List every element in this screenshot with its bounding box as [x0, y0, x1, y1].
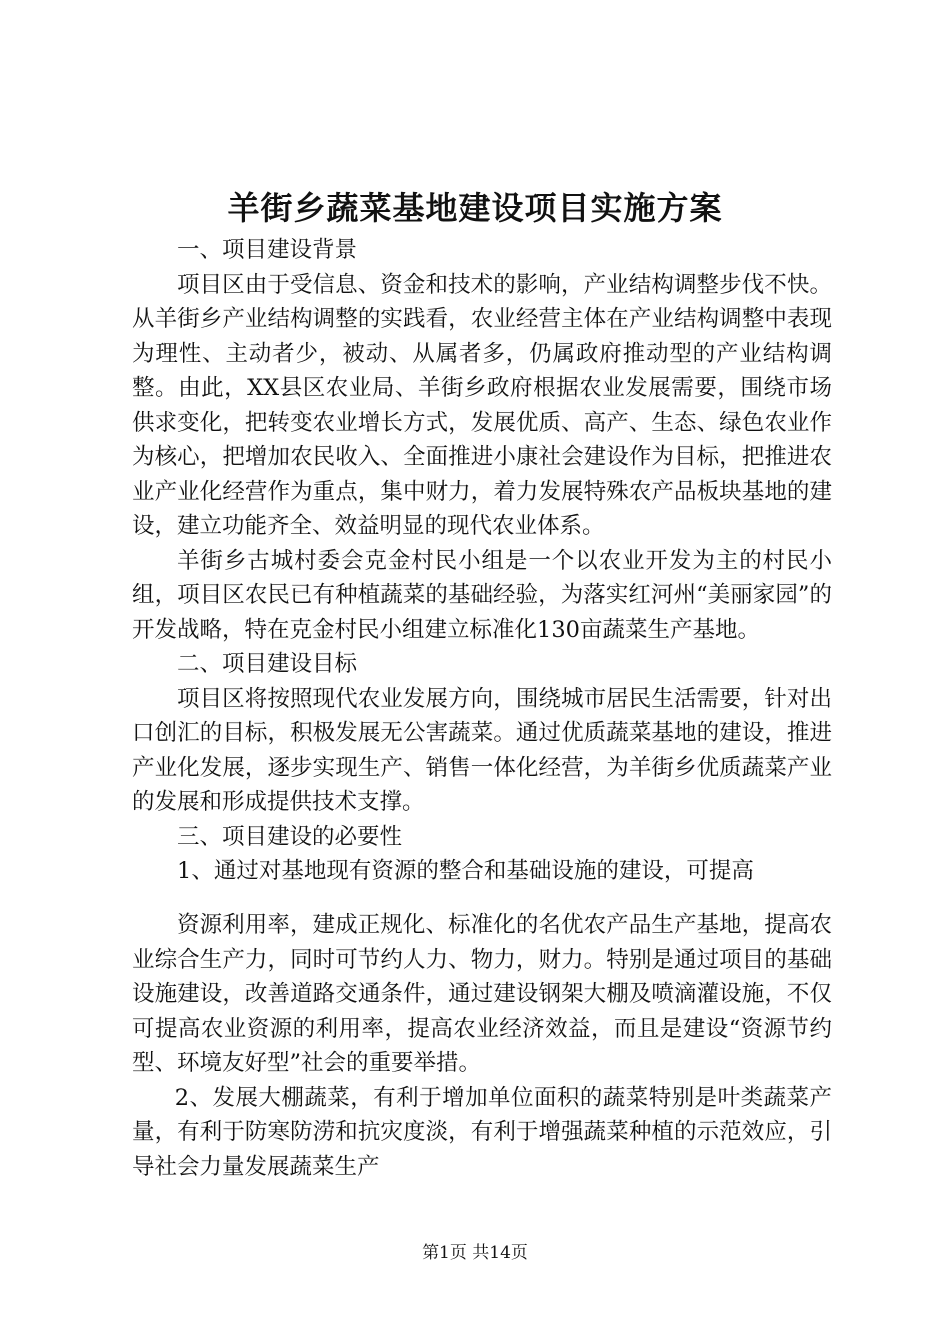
heading-goals: 二、项目建设目标	[177, 651, 358, 677]
page-number: 第1页 共14页	[422, 1243, 528, 1263]
body-block-2	[132, 908, 832, 1184]
paragraph-necessity-2: 2、发展大棚蔬菜，有利于增加单位面积的蔬菜特别是叶类蔬菜产量，有利于防寒防涝和抗灾度淡，有利于增强蔬菜种植的示范效应，引导社会力量发展蔬菜生产	[132, 1084, 832, 1180]
paragraph-necessity-1-cont: 资源利用率，建成正规化、标准化的名优农产品生产基地，提高农业综合生产力，同时可节约人力、物力，财力。特别是通过项目的基础设施建设，改善道路交通条件，通过建设钢架大棚及喷滴灌设施，不仅可提高农业资源的利用率，提高农业经济效益，而且是建设“资源节约型、环境友好型”社会的重要举措。	[132, 912, 832, 1076]
paragraph-background-1: 项目区由于受信息、资金和技术的影响，产业结构调整步伐不快。从羊街乡产业结构调整的实践看，农业经营主体在产业结构调整中表现为理性、主动者少，被动、从属者多，仍属政府推动型的产业结构调整。由此，XX县区农业局、羊街乡政府根据农业发展需要，围绕市场供求变化，把转变农业增长方式，发展优质、高产、生态、绿色农业作为核心，把增加农民收入、全面推进小康社会建设作为目标，把推进农业产业化经营作为重点，集中财力，着力发展特殊农产品板块基地的建设，建立功能齐全、效益明显的现代农业体系。	[132, 271, 832, 539]
heading-necessity: 三、项目建设的必要性	[177, 823, 403, 850]
paragraph-goals: 项目区将按照现代农业发展方向，围绕城市居民生活需要，针对出口创汇的目标，积极发展无公害蔬菜。通过优质蔬菜基地的建设，推进产业化发展，逐步实现生产、销售一体化经营，为羊街乡优质蔬菜产业的发展和形成提供技术支撑。	[132, 685, 832, 815]
paragraph-necessity-1-start: 1、通过对基地现有资源的整合和基础设施的建设，可提高	[177, 858, 754, 884]
paragraph-background-2: 羊街乡古城村委会克金村民小组是一个以农业开发为主的村民小组，项目区农民已有种植蔬菜的基础经验，为落实红河州“美丽家园”的开发战略，特在克金村民小组建立标准化130亩蔬菜生产基地。	[132, 547, 832, 643]
body-block-1	[132, 233, 832, 889]
heading-background: 一、项目建设背景	[177, 237, 358, 263]
document-title: 羊街乡蔬菜基地建设项目实施方案	[227, 189, 723, 227]
